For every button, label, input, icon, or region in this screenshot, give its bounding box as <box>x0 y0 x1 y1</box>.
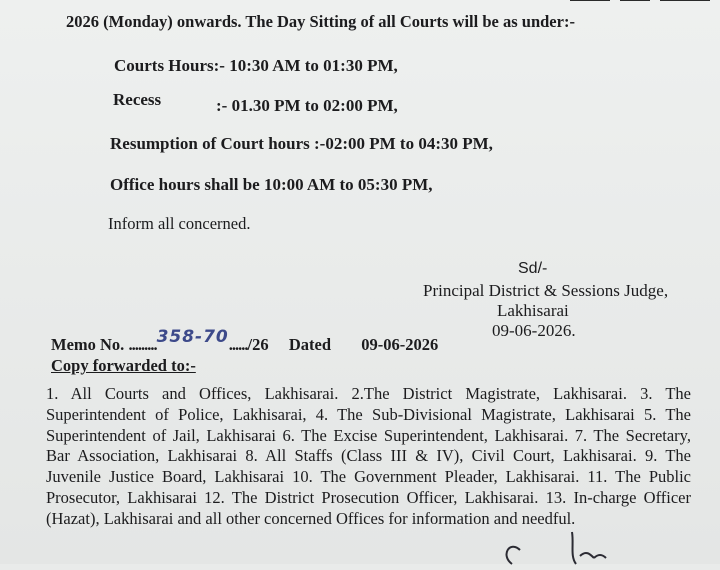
recess-label: Recess <box>113 90 162 109</box>
office-hours: Office hours shall be 10:00 AM to 05:30 PM, <box>110 175 433 194</box>
cut-off-text-marks <box>560 0 720 4</box>
notice-line-1: 2026 (Monday) onwards. The Day Sitting of all Courts will be as under:- <box>66 12 575 31</box>
dated-value: 09-06-2026 <box>361 335 439 354</box>
courts-hours: Courts Hours:- 10:30 AM to 01:30 PM, <box>114 56 398 75</box>
resumption-hours: Resumption of Court hours :-02:00 PM to 04:30 PM, <box>110 134 493 153</box>
memo-suffix: /26 <box>247 335 269 354</box>
memo-dotted-leader: ......... <box>128 335 157 354</box>
copy-forwarded-list: 1. All Courts and Offices, Lakhisarai. 2.The District Magistrate, Lakhisarai. 3. The Superintendent of Police, Lakhisarai, 4. The Sub-Divisional Magistrate, Lakhisarai 5. The Superintendent of Jail, Lakhisarai 6. The Excise Superintendent, Lakhisarai. 7. The Secretary, Bar Association, Lakhisarai 8. All Staffs (Class III & IV), Civil Court, Lakhisarai. 9. The Juvenile Justice Board, Lakhisarai 10. The Government Pleader, Lakhisarai. 11. The Public Prosecutor, Lakhisarai 12. The District Prosecution Officer, Lakhisarai. 13. In-charge Officer (Hazat), Lakhisarai and all other concerned Offices for information and needful. <box>46 384 691 528</box>
signature-place: Lakhisarai <box>497 301 569 320</box>
inform-concerned: Inform all concerned. <box>108 214 251 233</box>
memo-label: Memo No. <box>51 335 125 354</box>
memo-dotted-leader-2: ...... <box>228 335 248 354</box>
signature-date: 09-06-2026. <box>492 321 576 340</box>
copy-forwarded-heading: Copy forwarded to:- <box>51 356 196 375</box>
handwritten-signature-icon <box>490 530 630 570</box>
memo-number-handwritten: 358-70 <box>156 327 229 347</box>
judge-designation: Principal District & Sessions Judge, <box>423 281 669 300</box>
dated-label: Dated <box>288 335 332 354</box>
recess-value: :- 01.30 PM to 02:00 PM, <box>216 96 398 115</box>
memo-row <box>51 327 439 355</box>
sd-mark: Sd/- <box>518 260 548 277</box>
